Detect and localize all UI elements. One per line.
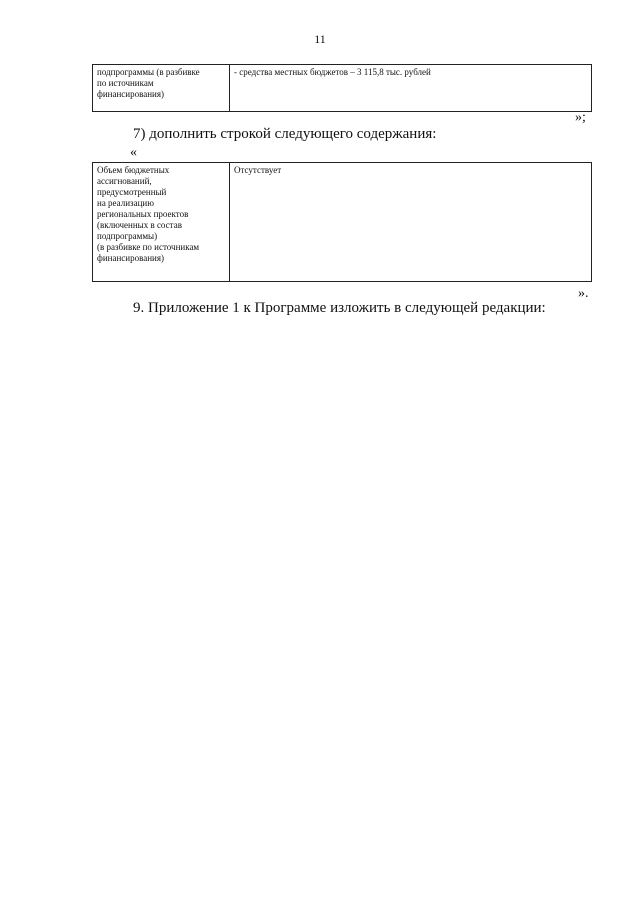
item-9-text: 9. Приложение 1 к Программе изложить в следующей редакции: xyxy=(133,300,546,316)
funding-table-fragment xyxy=(92,64,592,112)
table-label-cell xyxy=(93,65,230,112)
budget-allocation-label: Объем бюджетных ассигнований, предусмотренный на реализацию региональных проектов (включенных в состав подпрограммы) (в разбивке по источникам финансирования) xyxy=(97,165,200,263)
budget-allocation-table xyxy=(92,162,592,282)
table-row xyxy=(93,163,592,282)
table-value-cell xyxy=(230,163,592,282)
table-label-cell xyxy=(93,163,230,282)
table-value-cell xyxy=(230,65,592,112)
item-7-text: 7) дополнить строкой следующего содержания: xyxy=(133,126,437,142)
budget-allocation-value: Отсутствует xyxy=(234,165,282,175)
table-row xyxy=(93,65,592,112)
closing-quote: ». xyxy=(578,286,589,301)
opening-quote: « xyxy=(130,145,137,160)
closing-quote: »; xyxy=(575,110,586,125)
local-budget-value: - средства местных бюджетов – 3 115,8 тыс. рублей xyxy=(234,67,431,77)
funding-sources-label: подпрограммы (в разбивке по источникам финансирования) xyxy=(97,67,200,99)
page-number: 11 xyxy=(314,32,326,46)
